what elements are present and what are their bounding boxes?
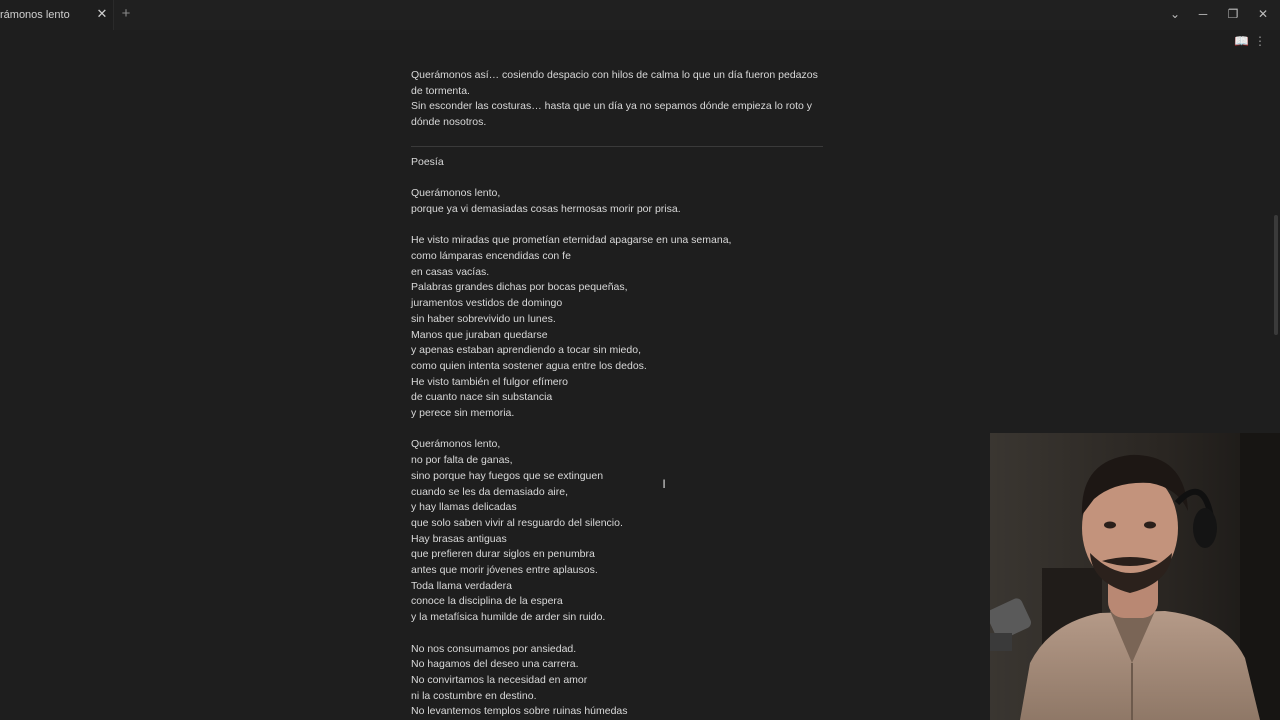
- poem-line: No hagamos del deseo una carrera.: [411, 658, 579, 671]
- horizontal-divider: [411, 146, 823, 147]
- poem-line: He visto miradas que prometían eternidad apagarse en una semana,: [411, 234, 732, 247]
- webcam-overlay: [990, 433, 1280, 720]
- close-window-icon[interactable]: ✕: [1257, 7, 1269, 21]
- poem-line: en casas vacías.: [411, 265, 490, 278]
- poem-line: antes que morir jóvenes entre aplausos.: [411, 564, 598, 577]
- poem-line: no por falta de ganas,: [411, 454, 513, 467]
- section-title: Poesía: [411, 155, 444, 168]
- tab-title: rámonos lento: [0, 9, 70, 21]
- tab-close-icon[interactable]: ✕: [96, 6, 108, 21]
- poem-line: porque ya vi demasiadas cosas hermosas morir por prisa.: [411, 202, 681, 215]
- poem-line: sino porque hay fuegos que se extinguen: [411, 469, 604, 482]
- poem-line: Querámonos lento,: [411, 187, 501, 200]
- poem-line: Querámonos lento,: [411, 438, 501, 451]
- new-tab-icon[interactable]: +: [121, 5, 131, 22]
- poem-line: como quien intenta sostener agua entre los dedos.: [411, 359, 647, 372]
- poem-line: He visto también el fulgor efímero: [411, 375, 568, 388]
- poem-line: Manos que juraban quedarse: [411, 328, 548, 341]
- poem-line: Hay brasas antiguas: [411, 532, 507, 545]
- poem-line: Toda llama verdadera: [411, 579, 512, 592]
- tab-document[interactable]: [0, 0, 114, 30]
- poem-line: y la metafísica humilde de arder sin ruido.: [411, 611, 606, 624]
- chevron-down-icon[interactable]: ⌄: [1169, 7, 1181, 21]
- poem-line: juramentos vestidos de domingo: [411, 297, 563, 310]
- scrollbar[interactable]: [1274, 215, 1278, 335]
- webcam-person-image: [990, 433, 1280, 720]
- poem-line: No nos consumamos por ansiedad.: [411, 642, 577, 655]
- text-cursor-icon: I: [662, 477, 666, 491]
- poem-line: ni la costumbre en destino.: [411, 689, 537, 702]
- more-options-icon[interactable]: ⋮: [1254, 34, 1266, 48]
- poem-line: sin haber sobrevivido un lunes.: [411, 312, 556, 325]
- poem-line: y hay llamas delicadas: [411, 501, 517, 514]
- poem-line: conoce la disciplina de la espera: [411, 595, 563, 608]
- poem-line: Palabras grandes dichas por bocas pequeñas,: [411, 281, 628, 294]
- poem-line: No levantemos templos sobre ruinas húmedas: [411, 705, 628, 718]
- minimize-icon[interactable]: ─: [1198, 7, 1208, 21]
- poem-line: cuando se les da demasiado aire,: [411, 485, 569, 498]
- poem-line: que solo saben vivir al resguardo del silencio.: [411, 516, 623, 529]
- document-body[interactable]: [411, 68, 823, 720]
- poem-line: que prefieren durar siglos en penumbra: [411, 548, 595, 561]
- maximize-icon[interactable]: ❐: [1227, 7, 1239, 21]
- poem-line: y perece sin memoria.: [411, 407, 515, 420]
- poem-line: como lámparas encendidas con fe: [411, 250, 571, 262]
- intro-paragraph-2: Sin esconder las costuras… hasta que un día ya no sepamos dónde empieza lo roto y dónde nosotros.: [411, 100, 812, 129]
- title-bar: [0, 0, 1280, 30]
- poem-line: No convirtamos la necesidad en amor: [411, 673, 588, 686]
- reading-view-icon[interactable]: 📖: [1234, 34, 1249, 48]
- poem-line: de cuanto nace sin substancia: [411, 391, 553, 404]
- poem-line: y apenas estaban aprendiendo a tocar sin miedo,: [411, 344, 641, 357]
- toolbar: [0, 30, 1280, 52]
- intro-paragraph-1: Querámonos así… cosiendo despacio con hilos de calma lo que un día fueron pedazos de tormenta.: [411, 69, 818, 97]
